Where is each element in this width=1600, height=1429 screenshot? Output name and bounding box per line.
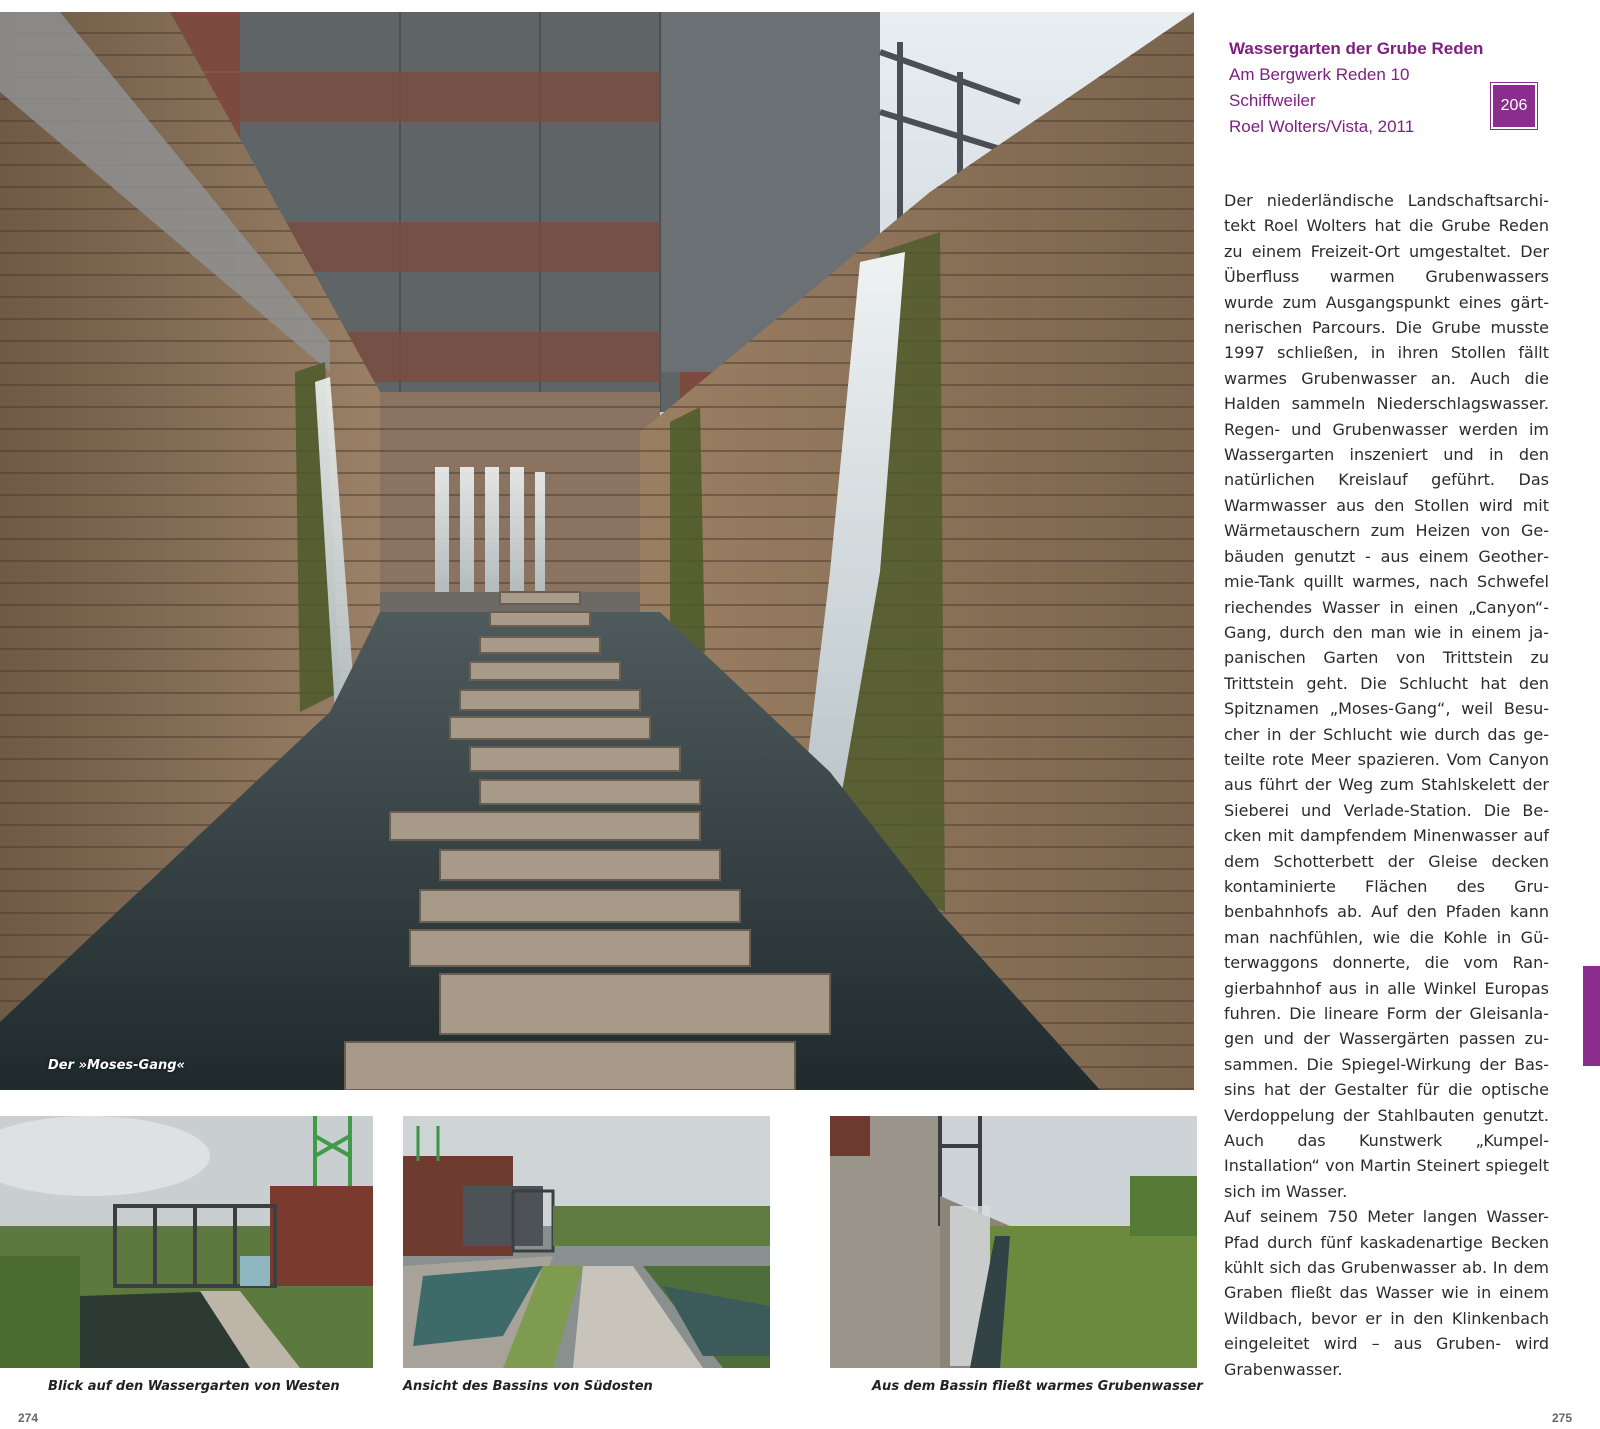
thumbnail-caption-southeast: Ansicht des Bassins von Südosten <box>403 1379 653 1394</box>
basin-outflow-illustration <box>830 1116 1197 1368</box>
thumbnail-basin-outflow <box>830 1116 1197 1368</box>
moses-gang-illustration <box>0 12 1194 1090</box>
article-paragraph-1: Der niederländische Landschaftsarchitekt Roel Wolters hat die Grube Reden zu einem Freizeit-Ort umgestaltet. Der Überfluss warmen Grubenwassers wurde zum Ausgangspunkt eines gärtnerischen Parcours. Die Grube musste 1997 schließen, in ihren Stollen fällt warmes Grubenwasser an. Auch die Halden sammeln Niederschlagswasser. Regen- und Grubenwasser werden im Wassergarten inszeniert und in den natürlichen Kreislauf geführt. Das Warmwasser aus den Stollen wird mit Wärmetauschern zum Heizen von Gebäuden genutzt - aus einem Geothermie-Tank quillt warmes, nach Schwefel riechendes Wasser in einen „Canyon“-Gang, durch den man wie in einem japanischen Garten von Trittstein zu Trittstein geht. Die Schlucht hat den Spitznamen „Moses-Gang“, weil Besucher in der Schlucht wie durch das geteilte rote Meer spazieren. Vom Canyon aus führt der Weg zum Stahlskelett der Sieberei und Verlade-Station. Die Becken mit dampfendem Minenwasser auf dem Schotterbett der Gleise decken kontaminierte Flächen des Grubenbahnhofs ab. Auf den Pfaden kann man nachfühlen, wie die Kohle in Güterwaggons donnerte, die vom Rangierbahnhof aus in alle Winkel Europas fuhren. Die lineare Form der Gleisanlagen und der Wassergärten passen zusammen. Die Spiegel-Wirkung der Bassins hat der Gestalter für die optische Verdoppelung der Stahlbauten genutzt. Auch das Kunstwerk „Kumpel-Installation“ von Martin Steinert spiegelt sich im Wasser. <box>1224 191 1549 1201</box>
thumbnail-caption-basin: Aus dem Bassin fließt warmes Grubenwasser <box>872 1379 1203 1394</box>
article-body <box>1224 188 1549 1382</box>
page-number-left: 274 <box>18 1411 39 1425</box>
site-architect: Roel Wolters/Vista, 2011 <box>1229 117 1415 136</box>
chapter-tab-marker <box>1583 966 1600 1066</box>
site-number-badge: 206 <box>1491 83 1537 129</box>
site-town: Schiffweiler <box>1229 91 1316 110</box>
thumbnail-southeast-view <box>403 1116 770 1368</box>
thumbnail-west-view <box>0 1116 373 1368</box>
southeast-view-illustration <box>403 1116 770 1368</box>
main-photo-caption: Der »Moses-Gang« <box>48 1058 186 1073</box>
thumbnail-caption-west: Blick auf den Wassergarten von Westen <box>48 1379 340 1394</box>
site-address: Am Bergwerk Reden 10 <box>1229 65 1410 84</box>
west-view-illustration <box>0 1116 373 1368</box>
page-number-right: 275 <box>1552 1411 1573 1425</box>
article-paragraph-2: Auf seinem 750 Meter langen Wasser-Pfad durch fünf kaskadenartige Becken kühlt sich das Grubenwasser ab. In dem Graben fließt das Wasser wie in einem Wildbach, bevor er in den Klinkenbach eingeleitet wird – aus Gruben- wird Grabenwasser. <box>1224 1207 1549 1379</box>
main-photo <box>0 12 1194 1090</box>
site-title: Wassergarten der Grube Reden <box>1229 39 1484 58</box>
